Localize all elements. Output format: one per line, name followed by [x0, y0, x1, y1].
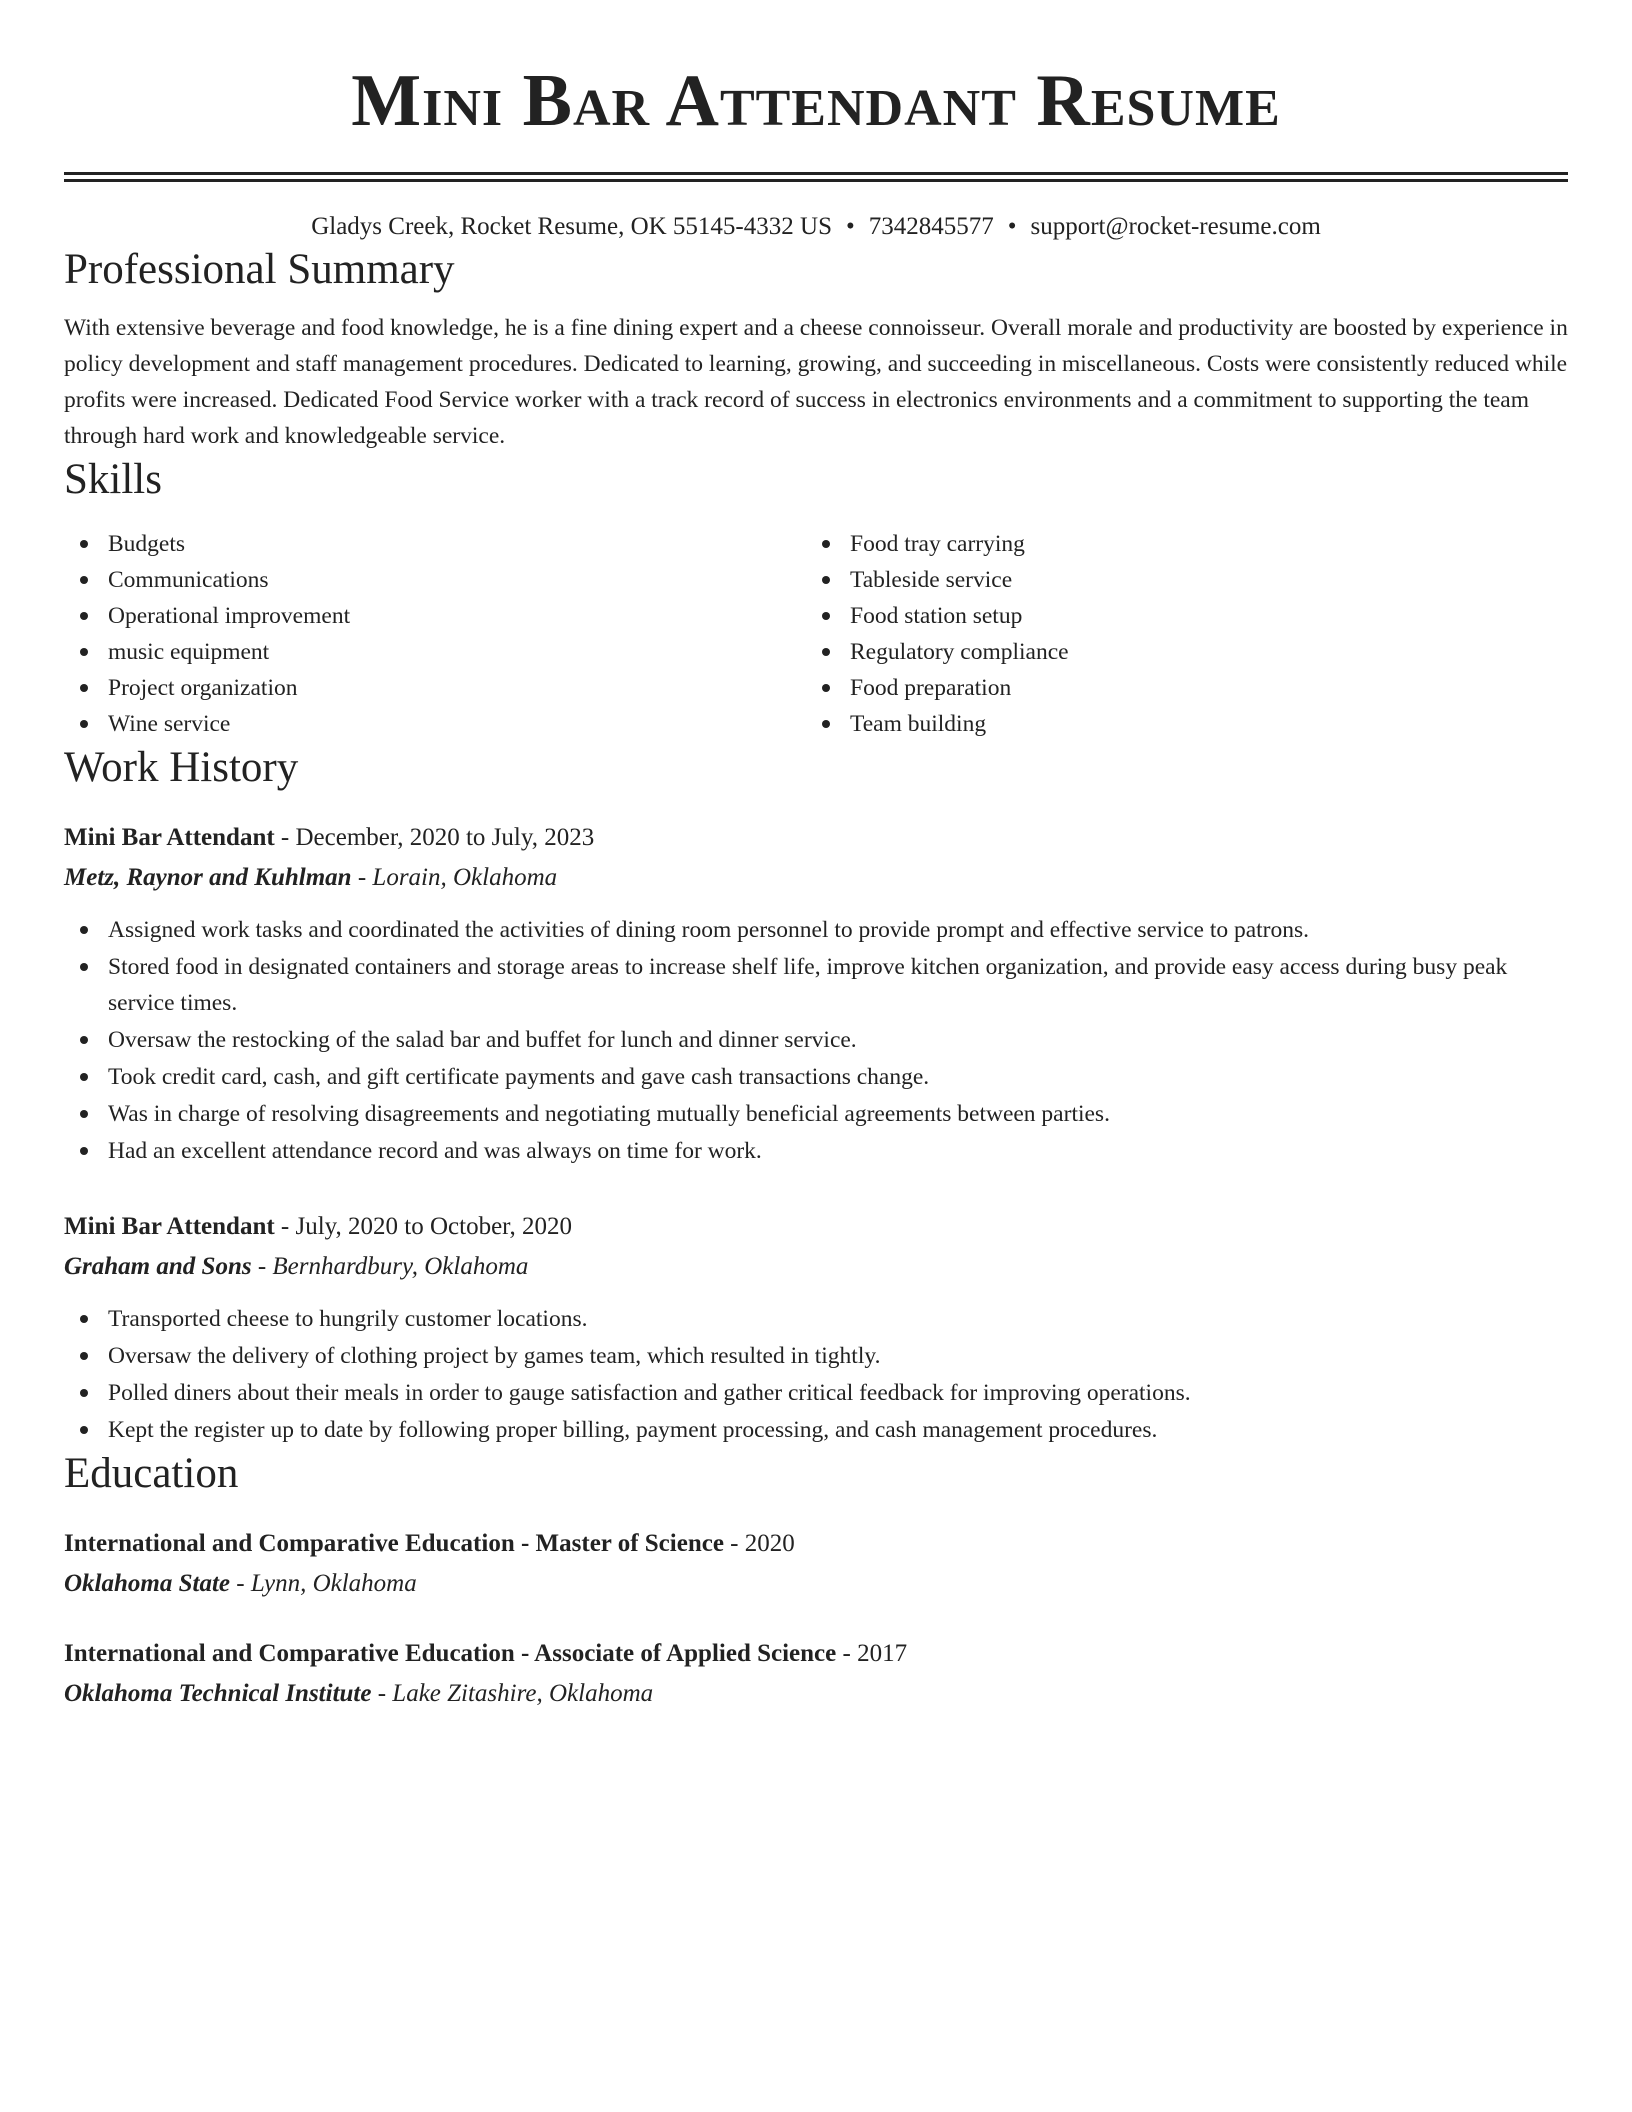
skill-label: Budgets — [108, 531, 186, 557]
skill-label: Team building — [850, 711, 987, 737]
school-name: Oklahoma State — [64, 1570, 230, 1597]
duty-text: Oversaw the restocking of the salad bar and buffet for lunch and dinner service. — [108, 1027, 857, 1053]
school-line — [64, 1564, 1568, 1604]
job-duty — [64, 1096, 1568, 1132]
contact-phone: 7342845577 — [868, 213, 994, 240]
job-location: - Bernhardbury, Oklahoma — [251, 1253, 529, 1280]
contact-line — [64, 210, 1568, 244]
bullet-dot — [822, 684, 830, 692]
bullet-dot — [822, 648, 830, 656]
skill-item — [806, 706, 1406, 742]
duty-text: Stored food in designated containers and storage areas to increase shelf life, improve kitchen organization, and provide easy access during busy peak service times. — [108, 954, 1508, 1016]
bullet-dot — [80, 1036, 88, 1044]
bullet-dot — [80, 1315, 88, 1323]
job-duty — [64, 1022, 1568, 1058]
school-name: Oklahoma Technical Institute — [64, 1680, 372, 1707]
skill-label: Regulatory compliance — [850, 639, 1069, 665]
job-duty — [64, 1375, 1568, 1411]
duty-text: Polled diners about their meals in order to gauge satisfaction and gather critical feedback for improving operations. — [108, 1380, 1191, 1406]
bullet-dot — [80, 1352, 88, 1360]
job-dates: - December, 2020 to July, 2023 — [274, 824, 595, 851]
contact-separator: • — [845, 213, 855, 240]
skill-label: Wine service — [108, 711, 231, 737]
degree-line — [64, 1524, 1568, 1564]
bullet-dot — [822, 720, 830, 728]
skill-item — [64, 526, 806, 562]
skill-item — [806, 526, 1406, 562]
job-duty — [64, 1338, 1568, 1374]
skill-item — [64, 562, 806, 598]
contact-email: support@rocket-resume.com — [1030, 213, 1321, 240]
job-duty — [64, 1133, 1568, 1169]
school-location: - Lake Zitashire, Oklahoma — [371, 1680, 654, 1707]
skill-label: Communications — [108, 567, 269, 593]
bullet-dot — [822, 576, 830, 584]
duty-text: Took credit card, cash, and gift certificate payments and gave cash transactions change. — [108, 1064, 930, 1090]
bullet-dot — [80, 648, 88, 656]
skill-item — [64, 634, 806, 670]
job-company-line — [64, 858, 1568, 898]
title-double-rule — [64, 172, 1568, 182]
job-duty — [64, 1412, 1568, 1448]
degree-name: International and Comparative Education - Master of Science — [64, 1530, 724, 1557]
degree-year: - 2017 — [836, 1640, 908, 1667]
job-entry — [64, 1207, 1568, 1448]
duty-text: Oversaw the delivery of clothing project by games team, which resulted in tightly. — [108, 1343, 881, 1369]
degree-year: - 2020 — [723, 1530, 795, 1557]
job-title: Mini Bar Attendant — [64, 824, 275, 851]
bullet-dot — [822, 540, 830, 548]
skill-item — [64, 670, 806, 706]
contact-address: Gladys Creek, Rocket Resume, OK 55145-4332 US — [311, 213, 832, 240]
skill-item — [64, 706, 806, 742]
duty-text: Was in charge of resolving disagreements and negotiating mutually beneficial agreements between parties. — [108, 1101, 1110, 1127]
bullet-dot — [80, 684, 88, 692]
bullet-dot — [80, 926, 88, 934]
section-heading-work-history: Work History — [64, 744, 299, 791]
job-duties-list — [64, 1301, 1568, 1448]
duty-text: Assigned work tasks and coordinated the activities of dining room personnel to provide prompt and effective service to patrons. — [108, 917, 1310, 943]
skill-label: Food tray carrying — [850, 531, 1025, 557]
job-location: - Lorain, Oklahoma — [351, 864, 558, 891]
job-duty — [64, 949, 1568, 1021]
education-entry — [64, 1524, 1568, 1604]
school-line — [64, 1674, 1568, 1714]
degree-name: International and Comparative Education - Associate of Applied Science — [64, 1640, 837, 1667]
skill-item — [806, 670, 1406, 706]
job-company: Graham and Sons — [64, 1253, 252, 1280]
bullet-dot — [80, 576, 88, 584]
bullet-dot — [80, 720, 88, 728]
bullet-dot — [822, 612, 830, 620]
duty-text: Had an excellent attendance record and was always on time for work. — [108, 1138, 762, 1164]
degree-line — [64, 1634, 1568, 1674]
bullet-dot — [80, 612, 88, 620]
bullet-dot — [80, 540, 88, 548]
education-entry — [64, 1634, 1568, 1714]
bullet-dot — [80, 1426, 88, 1434]
job-company-line — [64, 1247, 1568, 1287]
summary-paragraph: With extensive beverage and food knowledge, he is a fine dining expert and a cheese connoisseur. Overall morale and productivity are boosted by experience in policy development and staff management procedures. Dedicated to learning, growing, and succeeding in miscellaneous. Costs were consistently reduced while profits were increased. Dedicated Food Service worker with a track record of success in electronics environments and a commitment to supporting the team through hard work and knowledgeable service. — [64, 315, 1568, 449]
job-company: Metz, Raynor and Kuhlman — [64, 864, 352, 891]
skills-list — [64, 526, 1568, 742]
job-title: Mini Bar Attendant — [64, 1213, 275, 1240]
job-duty — [64, 1301, 1568, 1337]
skills-column-left — [64, 526, 806, 742]
contact-separator: • — [1007, 213, 1017, 240]
bullet-dot — [80, 963, 88, 971]
duty-text: Kept the register up to date by following proper billing, payment processing, and cash management procedures. — [108, 1417, 1158, 1443]
skill-label: Food station setup — [850, 603, 1023, 629]
skill-label: Tableside service — [850, 567, 1013, 593]
job-duties-list — [64, 912, 1568, 1169]
skill-item — [806, 634, 1406, 670]
resume-title: Mini Bar Attendant Resume — [351, 60, 1281, 142]
skill-item — [806, 562, 1406, 598]
job-title-line — [64, 1207, 1568, 1247]
section-heading-skills: Skills — [64, 456, 162, 503]
duty-text: Transported cheese to hungrily customer locations. — [108, 1306, 588, 1332]
skill-label: Project organization — [108, 675, 298, 701]
skill-item — [64, 598, 806, 634]
skill-label: Operational improvement — [108, 603, 351, 629]
job-title-line — [64, 818, 1568, 858]
skill-label: music equipment — [108, 639, 270, 665]
job-duty — [64, 1059, 1568, 1095]
job-entry — [64, 818, 1568, 1169]
bullet-dot — [80, 1389, 88, 1397]
skill-item — [806, 598, 1406, 634]
job-duty — [64, 912, 1568, 948]
bullet-dot — [80, 1110, 88, 1118]
skills-column-right — [806, 526, 1406, 742]
job-dates: - July, 2020 to October, 2020 — [274, 1213, 573, 1240]
skill-label: Food preparation — [850, 675, 1012, 701]
bullet-dot — [80, 1147, 88, 1155]
section-heading-summary: Professional Summary — [64, 246, 455, 293]
bullet-dot — [80, 1073, 88, 1081]
school-location: - Lynn, Oklahoma — [230, 1570, 417, 1597]
section-heading-education: Education — [64, 1450, 239, 1497]
